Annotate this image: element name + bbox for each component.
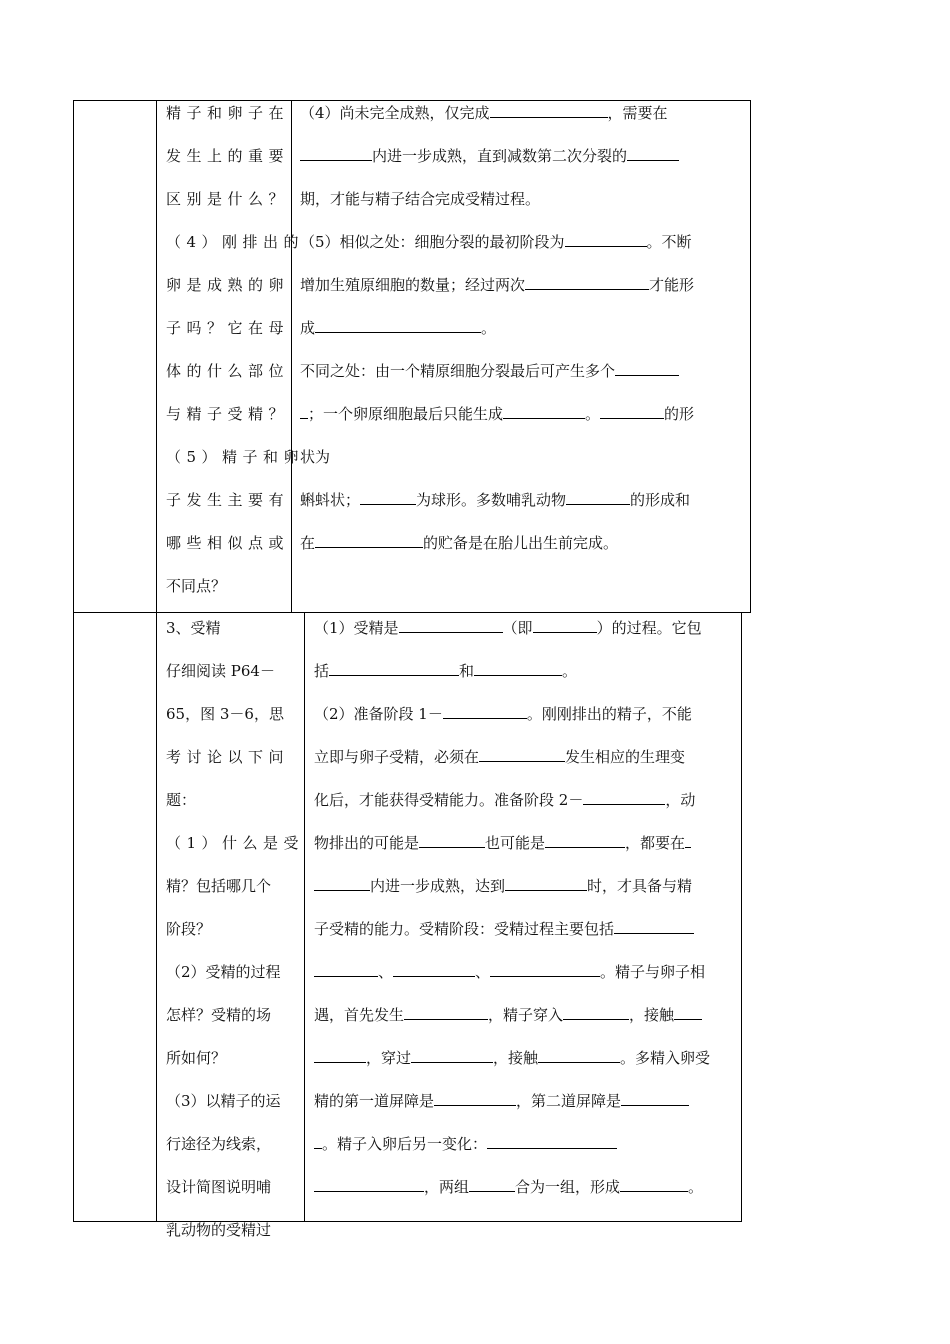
fill-blank[interactable] [315,533,423,548]
row2-question-line: 题： [166,791,197,809]
row2-question-line: 仔细阅读 P64－ [166,662,275,680]
answer-line: （5）相似之处：细胞分裂的最初阶段为 。不断 [300,233,692,251]
answer-line: 不同之处：由一个精原细胞分裂最后可产生多个 [300,350,694,393]
fill-blank[interactable] [545,833,625,848]
fill-blank[interactable] [627,146,679,161]
fill-blank[interactable] [674,1005,702,1020]
row1-question-line: 与精子受精？ [166,405,290,423]
row1-answer [300,92,694,565]
fill-blank[interactable] [360,490,416,505]
row2-question-line: 精？包括哪几个 [166,877,272,895]
answer-line: 蝌蚪状； 为球形。多数哺乳动物 的形成和 [300,491,691,509]
fill-blank[interactable] [583,790,665,805]
answer-line: 立即与卵子受精，必须在 发生相应的生理变 [314,748,686,766]
fill-blank[interactable] [315,318,481,333]
fill-blank[interactable] [404,1005,488,1020]
fill-blank[interactable] [538,1048,620,1063]
answer-line: （4）尚未完全成熟，仅完成 ，需要在 [300,104,668,122]
row1-question-line: 精子和卵子在 [166,104,290,122]
fill-blank[interactable] [314,1048,366,1063]
row2-question-line: 所如何？ [166,1049,227,1067]
row1-question-line: 卵是成熟的卵 [166,276,290,294]
answer-line: 子受精的能力。受精阶段：受精过程主要包括 [314,908,710,951]
fill-blank[interactable] [505,876,587,891]
row2-col-divider-1 [156,612,157,1222]
row1-question-line: 哪些相似点或 [166,534,290,552]
fill-blank[interactable] [314,962,378,977]
row1-question-line: （5）精子和卵 [166,448,305,466]
row2-col-divider-2 [304,612,305,1222]
row1-right-border [750,100,751,613]
answer-line: 内进一步成熟，达到 时，才具备与精 [314,865,710,908]
answer-line: 成 。 [300,319,497,337]
row2-question [166,607,304,1252]
row2-question-line: 设计简图说明哺 [166,1178,272,1196]
row2-question-line: （2）受精的过程 [166,963,281,981]
fill-blank[interactable] [503,404,585,419]
row1-question-line: 子发生主要有 [166,491,290,509]
row2-answer [314,607,710,1209]
row1-question [166,92,304,608]
fill-blank[interactable] [300,146,372,161]
fill-blank[interactable] [393,962,475,977]
fill-blank[interactable] [525,275,649,290]
answer-line: （2）准备阶段 1－ 。刚刚排出的精子，不能 [314,705,692,723]
answer-line: （1）受精是 （即 ）的过程。它包 [314,619,702,637]
fill-blank[interactable] [565,232,647,247]
row2-question-line: 怎样？受精的场 [166,1006,272,1024]
table-left-border [73,100,74,1222]
fill-blank[interactable] [490,103,608,118]
row2-question-line: （1）什么是受 [166,834,305,852]
fill-blank[interactable] [469,1177,515,1192]
fill-blank[interactable] [314,876,370,891]
fill-blank[interactable] [314,1134,322,1149]
answer-line: ，两组 合为一组，形成 。 [314,1166,710,1209]
fill-blank[interactable] [474,661,562,676]
fill-blank[interactable] [600,404,664,419]
fill-blank[interactable] [533,618,597,633]
answer-line: 期，才能与精子结合完成受精过程。 [300,190,541,208]
fill-blank[interactable] [411,1048,493,1063]
answer-line: 物排出的可能是 也可能是 ，都要在 [314,822,710,865]
fill-blank[interactable] [434,1091,516,1106]
answer-line: 内进一步成熟，直到减数第二次分裂的 [300,135,694,178]
fill-blank[interactable] [563,1005,629,1020]
row2-question-line: 考讨论以下问 [166,748,290,766]
answer-line: 化后，才能获得受精能力。准备阶段 2－ ，动 [314,791,696,809]
fill-blank[interactable] [620,1177,688,1192]
fill-blank[interactable] [399,618,503,633]
answer-line: 增加生殖原细胞的数量；经过两次 才能形 [300,276,695,294]
fill-blank[interactable] [487,1134,617,1149]
fill-blank[interactable] [621,1091,689,1106]
answer-line: 。精子入卵后另一变化： [314,1123,710,1166]
row2-question-line: 行途径为线索， [166,1135,272,1153]
row2-question-line: （3）以精子的运 [166,1092,281,1110]
fill-blank[interactable] [329,661,459,676]
fill-blank[interactable] [479,747,565,762]
fill-blank[interactable] [314,1177,424,1192]
row1-question-line: 子吗？它在母 [166,319,290,337]
answer-line: ，穿过 ，接触 。多精入卵受 [314,1037,710,1080]
section-title: 3、受精 [166,619,221,637]
answer-line: 精的第一道屏障是 ，第二道屏障是 [314,1080,710,1123]
row1-question-line: 体的什么部位 [166,362,290,380]
row1-question-line: 发生上的重要 [166,147,290,165]
answer-line: ；一个卵原细胞最后只能生成 。 的形 [300,393,694,436]
fill-blank[interactable] [419,833,485,848]
row2-question-line: 阶段？ [166,920,212,938]
fill-blank[interactable] [300,404,308,419]
row1-question-line: （4）刚排出的 [166,233,305,251]
answer-line: 括 和 。 [314,662,578,680]
fill-blank[interactable] [490,962,600,977]
fill-blank[interactable] [685,833,691,848]
fill-blank[interactable] [615,361,679,376]
fill-blank[interactable] [614,919,694,934]
row1-col-divider-1 [156,100,157,613]
row1-question-line: 不同点？ [166,577,227,595]
row2-question-line: 乳动物的受精过 [166,1221,272,1239]
answer-line: 遇，首先发生 ，精子穿入 ，接触 [314,994,710,1037]
answer-line: 在 的贮备是在胎儿出生前完成。 [300,534,619,552]
row1-question-line: 区别是什么？ [166,190,290,208]
fill-blank[interactable] [566,490,630,505]
answer-line: 、 、 。精子与卵子相 [314,951,710,994]
row2-right-border [741,612,742,1222]
answer-line: 状为 [300,448,331,466]
row2-question-line: 65，图 3－6，思 [166,705,284,723]
fill-blank[interactable] [443,704,527,719]
